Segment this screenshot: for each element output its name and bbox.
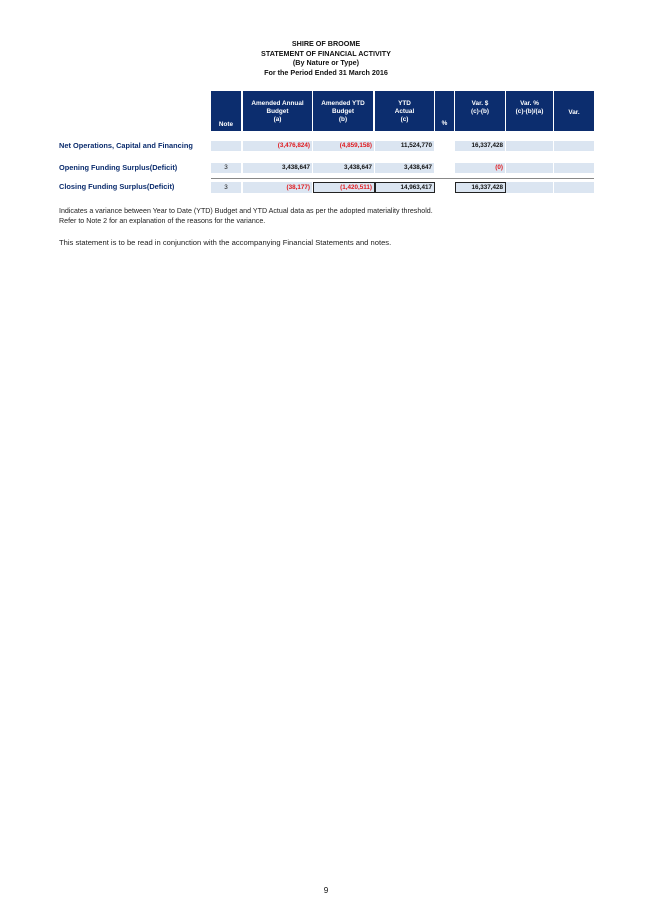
cell-var-percent xyxy=(506,182,553,193)
cell-var-percent xyxy=(506,163,553,173)
cell-percent xyxy=(435,163,454,173)
variance-note: Refer to Note 2 for an explanation of the reasons for the variance. xyxy=(59,217,266,225)
cell-var-dollar: 16,337,428 xyxy=(455,141,505,151)
cell-annual-budget: (3,476,824) xyxy=(243,141,312,151)
row-label-opening-funding: Opening Funding Surplus(Deficit) xyxy=(59,163,178,172)
header-var-percent: Var. % (c)-(b)/(a) xyxy=(506,91,553,131)
cell-ytd-budget: (4,859,158) xyxy=(313,141,374,151)
cell-ytd-actual: 11,524,770 xyxy=(375,141,434,151)
cell-annual-budget: (38,177) xyxy=(243,182,312,193)
header-annual-budget: Amended Annual Budget (a) xyxy=(243,91,312,131)
page-number: 9 xyxy=(323,886,329,895)
cell-ytd-actual: 3,438,647 xyxy=(375,163,434,173)
materiality-note: Indicates a variance between Year to Date (YTD) Budget and YTD Actual data as per the adopted materiality threshold. xyxy=(59,207,433,215)
cell-var-dollar: 16,337,428 xyxy=(455,182,506,193)
org-name: SHIRE OF BROOME xyxy=(291,39,361,48)
cell-percent xyxy=(435,141,454,151)
header-ytd-actual: YTD Actual (c) xyxy=(375,91,434,131)
header-var: Var. xyxy=(554,91,594,131)
cell-ytd-budget: 3,438,647 xyxy=(313,163,374,173)
row-label-net-operations: Net Operations, Capital and Financing xyxy=(59,141,193,150)
cell-percent xyxy=(435,182,454,193)
statement-period: For the Period Ended 31 March 2016 xyxy=(264,67,388,77)
header-note: Note xyxy=(211,91,241,131)
header-ytd-budget: Amended YTD Budget (b) xyxy=(313,91,373,131)
statement-basis: (By Nature or Type) xyxy=(292,58,360,68)
divider-line xyxy=(211,178,594,179)
header-percent: % xyxy=(435,91,454,131)
cell-var-dollar: (0) xyxy=(455,163,505,173)
cell-var xyxy=(554,163,594,173)
report-heading xyxy=(0,39,652,77)
statement-note: This statement is to be read in conjunction with the accompanying Financial Statements and notes. xyxy=(59,238,392,247)
row-note: 3 xyxy=(211,163,241,173)
row-note xyxy=(211,141,241,151)
row-note: 3 xyxy=(211,182,241,193)
cell-var-percent xyxy=(506,141,553,151)
header-var-dollar: Var. $ (c)-(b) xyxy=(455,91,505,131)
cell-ytd-budget: (1,420,511) xyxy=(313,182,375,193)
cell-var xyxy=(554,141,594,151)
cell-var xyxy=(554,182,594,193)
row-label-closing-funding: Closing Funding Surplus(Deficit) xyxy=(59,182,175,191)
statement-title: STATEMENT OF FINANCIAL ACTIVITY xyxy=(261,48,391,58)
cell-ytd-actual: 14,963,417 xyxy=(375,182,435,193)
cell-annual-budget: 3,438,647 xyxy=(243,163,312,173)
